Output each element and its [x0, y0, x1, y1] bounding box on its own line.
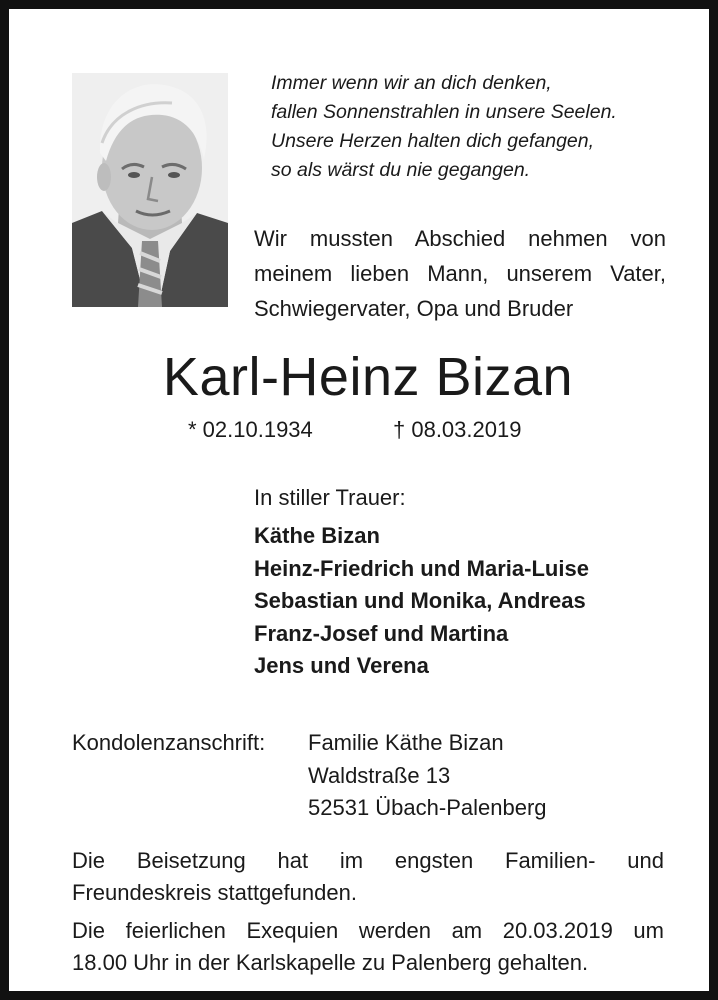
address-line: 52531 Übach-Palenberg — [308, 795, 547, 820]
address-line: Waldstraße 13 — [308, 762, 451, 788]
intro-line: Schwiegervater, Opa und Bruder — [254, 296, 574, 321]
mourner-name: Sebastian und Monika, Andreas — [254, 588, 586, 613]
address-line: Familie Käthe Bizan — [308, 730, 504, 755]
poem-line: Unsere Herzen halten dich gefangen, — [271, 130, 595, 152]
intro-line: Wir mussten Abschied nehmen von — [254, 226, 666, 251]
mourners-list — [254, 520, 589, 683]
farewell-intro — [254, 221, 666, 326]
death-date: † 08.03.2019 — [393, 417, 522, 442]
portrait-photo — [72, 73, 228, 307]
mourners-heading: In stiller Trauer: — [254, 485, 406, 510]
poem-line: fallen Sonnenstrahlen in unsere Seelen. — [271, 101, 617, 123]
memorial-poem — [271, 69, 671, 185]
mourner-name: Käthe Bizan — [254, 523, 380, 548]
exequies-note — [72, 915, 664, 979]
deceased-name: Karl-Heinz Bizan — [162, 347, 574, 407]
mourner-name: Heinz-Friedrich und Maria-Luise — [254, 555, 589, 581]
burial-note-line: Freundeskreis stattgefunden. — [72, 880, 357, 905]
mourner-name: Franz-Josef und Martina — [254, 620, 509, 646]
burial-note-line: Die Beisetzung hat im engsten Familien- und — [72, 848, 664, 873]
condolence-label: Kondolenzanschrift: — [72, 730, 266, 755]
intro-line: meinem lieben Mann, unserem Vater, — [254, 261, 666, 286]
condolence-address — [308, 727, 547, 825]
exequies-note-line: 18.00 Uhr in der Karlskapelle zu Palenberg gehalten. — [72, 950, 589, 975]
burial-note — [72, 845, 664, 909]
mourner-name: Jens und Verena — [254, 653, 429, 678]
poem-line: Immer wenn wir an dich denken, — [271, 72, 552, 94]
poem-line: so als wärst du nie gegangen. — [271, 159, 531, 181]
birth-date: * 02.10.1934 — [188, 417, 313, 442]
exequies-note-line: Die feierlichen Exequien werden am 20.03.2019 um — [72, 918, 664, 943]
